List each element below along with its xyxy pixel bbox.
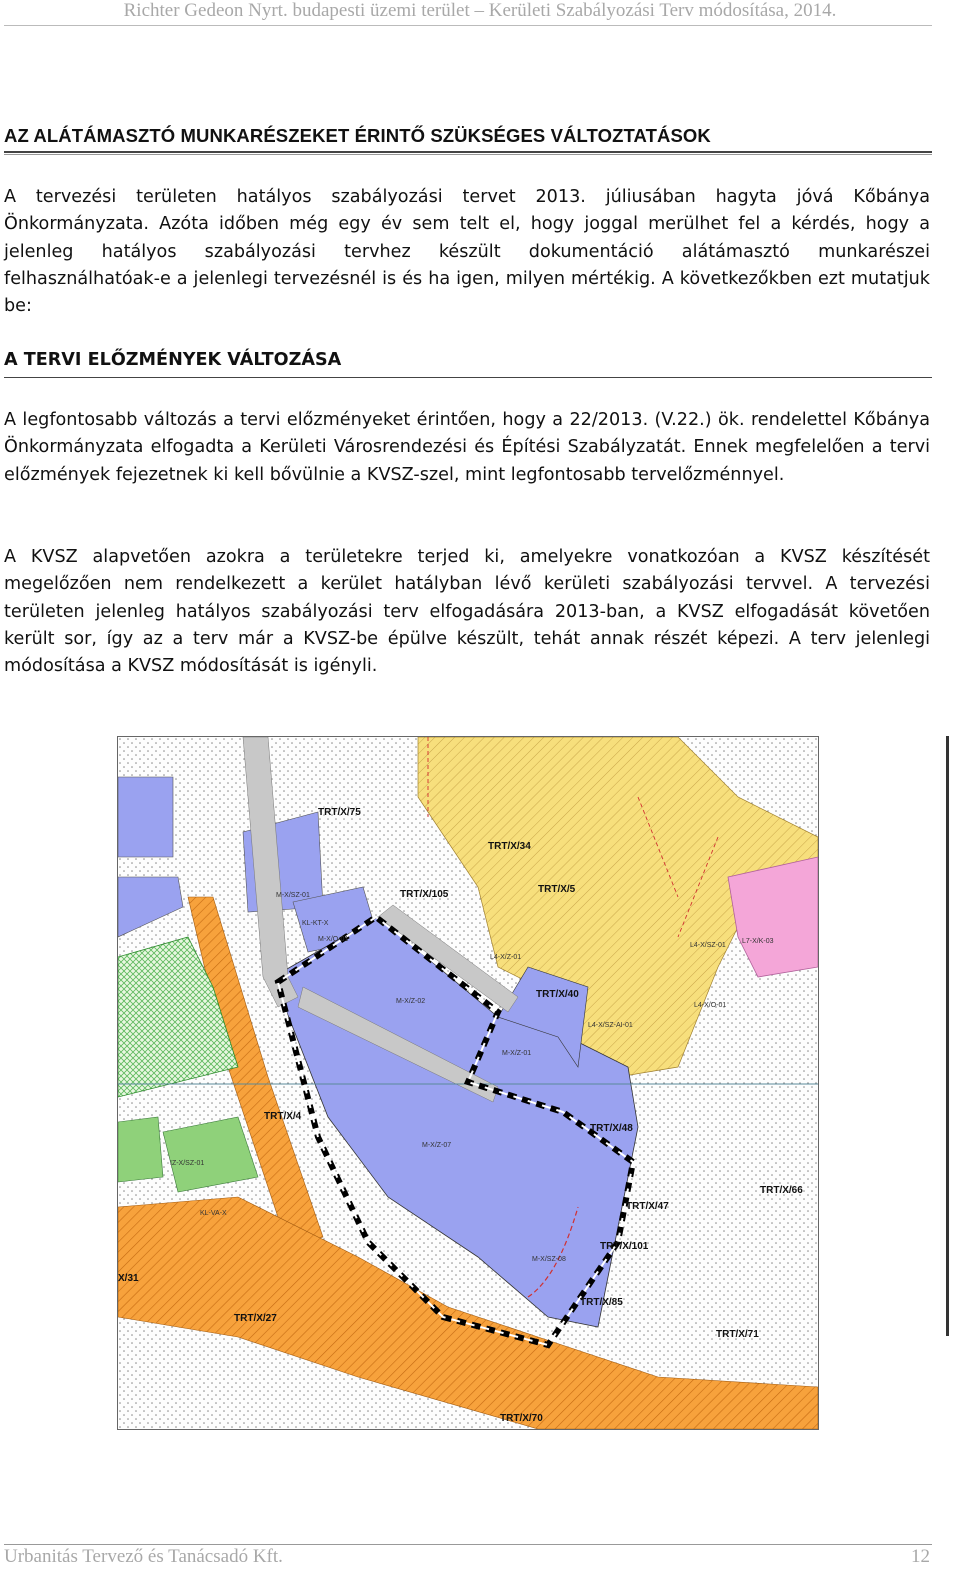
zone-label: L4-X/SZ-AI-01 <box>588 1022 633 1029</box>
map-label: TRT/X/105 <box>400 889 449 900</box>
zone-label: L4-X/SZ-01 <box>690 942 726 949</box>
zone-label: M-X/O-01 <box>318 936 349 943</box>
paragraph-3: A KVSZ alapvetően azokra a területekre terjed ki, amelyekre vonatkozóan a KVSZ készítését megelőzően nem rendelkezett a kerület hatályban lévő kerületi szabályozási tervvel. A tervezési területen jelenleg hatályos szabályozási terv elfogadására 2013-ban, a KVSZ elfogadását követően került sor, így az a terv már a KVSZ-be épülve készült, tehát annak részét képezi. A terv jelenlegi módosítása a KVSZ módosítását is igényli. <box>4 547 930 677</box>
map-label: TRT/X/40 <box>536 989 579 1000</box>
zone-label: KL-KT-X <box>302 920 329 927</box>
zone-label: IZ-X/SZ-01 <box>170 1160 205 1167</box>
zone-label: M-X/SZ-08 <box>532 1256 566 1263</box>
zone-label: L7-X/K-03 <box>742 938 774 945</box>
paragraph-1: A tervezési területen hatályos szabályozási tervet 2013. júliusában hagyta jóvá Kőbánya Önkormányzata. Azóta időben még egy év sem telt el, hogy joggal merülhet fel a kérdés, hogy a jelenleg hatályos szabályozási tervhez készült dokumentáció alátámasztó munkarészei felhasználhatóak-e a jelenlegi tervezésnél is és ha igen, milyen mértékig. A következőkben ezt mutatjuk be: <box>4 187 930 317</box>
zone-label: L4-X/Z-01 <box>490 954 522 961</box>
zone-label: M-X/SZ-01 <box>276 892 310 899</box>
map-label: TRT/X/4 <box>264 1111 302 1122</box>
header-rule <box>4 25 932 26</box>
page-number: 12 <box>911 1546 930 1567</box>
page-header: Richter Gedeon Nyrt. budapesti üzemi terület – Kerületi Szabályozási Terv módosítása, 2014. <box>123 0 837 21</box>
section-title: AZ ALÁTÁMASZTÓ MUNKARÉSZEKET ÉRINTŐ SZÜKSÉGES VÁLTOZTATÁSOK <box>4 125 711 146</box>
footer-rule <box>4 1544 932 1545</box>
zone-label: M-X/Z-01 <box>502 1050 532 1057</box>
page-footer: Urbanitás Tervező és Tanácsadó Kft. <box>4 1546 283 1567</box>
zone-label: M-X/Z-07 <box>422 1142 452 1149</box>
purple-block-tl1 <box>118 777 173 857</box>
map-label: TRT/X/75 <box>318 807 361 818</box>
paragraph-2: A legfontosabb változás a tervi előzményeket érintően, hogy a 22/2013. (V.22.) ök. rendelettel Kőbánya Önkormányzata elfogadta a Kerületi Városrendezési és Építési Szabályzatát. Ennek megfelelően a tervi előzmények fejezetnek ki kell bővülnie a KVSZ-szel, mint legfontosabb tervelőzménnyel. <box>4 410 930 485</box>
zone-label: KL-VA-X <box>200 1210 227 1217</box>
map-label: TRT/X/66 <box>760 1185 803 1196</box>
zone-label: L4-X/O-01 <box>694 1002 727 1009</box>
map-label: TRT/X/71 <box>716 1329 759 1340</box>
map-label: TRT/X/27 <box>234 1313 277 1324</box>
map-label: TRT/X/47 <box>626 1201 669 1212</box>
map-label: TRT/X/34 <box>488 841 531 852</box>
subsection-title-rule <box>4 377 932 378</box>
margin-line <box>946 736 949 1336</box>
zone-label: M-X/Z-02 <box>396 998 426 1005</box>
subsection-title: A TERVI ELŐZMÉNYEK VÁLTOZÁSA <box>4 350 342 370</box>
map-label: TRT/X/70 <box>500 1413 543 1424</box>
map-label: TRT/X/48 <box>590 1123 633 1134</box>
section-title-rule <box>4 151 932 155</box>
zoning-map <box>117 736 819 1430</box>
map-label: TRT/X/85 <box>580 1297 623 1308</box>
map-label: TRT/X/5 <box>538 884 576 895</box>
map-label: TRT/X/101 <box>600 1241 649 1252</box>
map-label: X/31 <box>118 1273 139 1284</box>
green-block <box>118 1117 163 1182</box>
